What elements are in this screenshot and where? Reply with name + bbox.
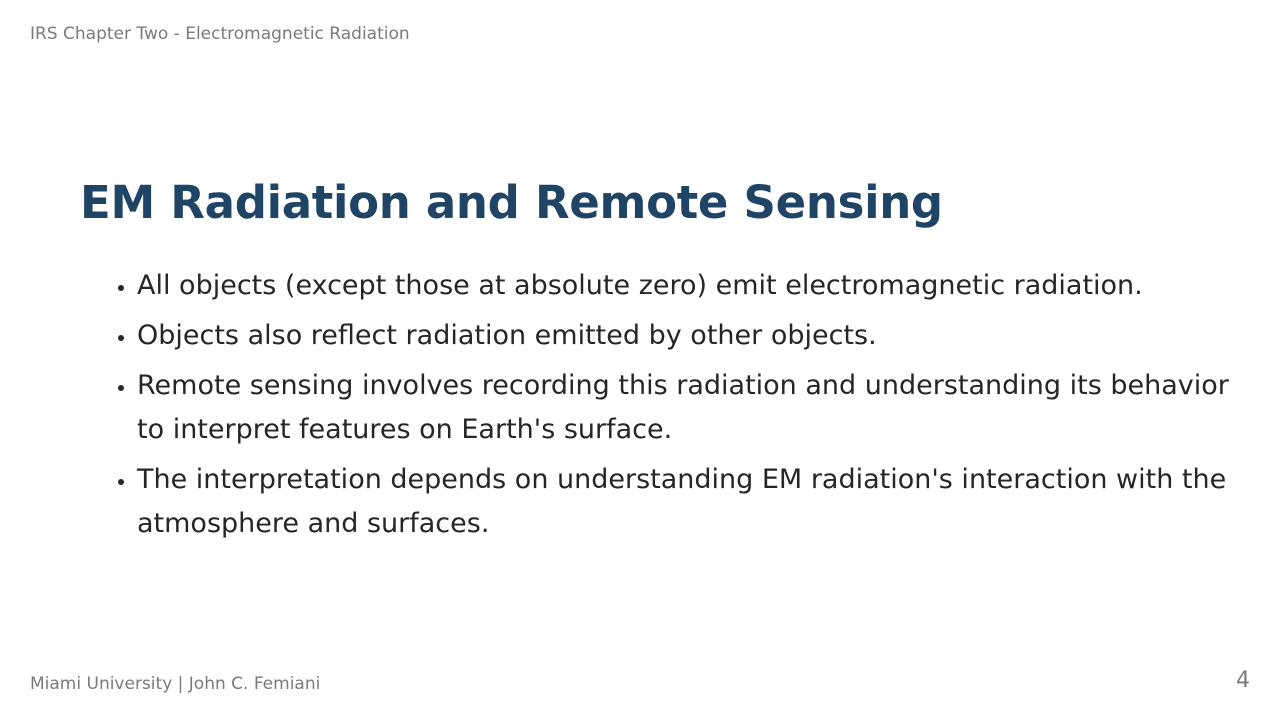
page-number: 4	[1236, 668, 1250, 693]
bullet-item: • All objects (except those at absolute zero) emit electromagnetic radiation.	[137, 264, 1237, 308]
slide-footer: Miami University | John C. Femiani	[30, 674, 321, 694]
bullet-list	[98, 264, 1237, 552]
slide-header: IRS Chapter Two - Electromagnetic Radiation	[30, 24, 410, 44]
slide-title: EM Radiation and Remote Sensing	[80, 176, 943, 229]
bullet-item: • The interpretation depends on understanding EM radiation's interaction with the atmosphere and surfaces.	[137, 458, 1237, 546]
bullet-item: • Objects also reflect radiation emitted by other objects.	[137, 314, 1237, 358]
bullet-item: • Remote sensing involves recording this radiation and understanding its behavior to interpret features on Earth's surface.	[137, 364, 1237, 452]
